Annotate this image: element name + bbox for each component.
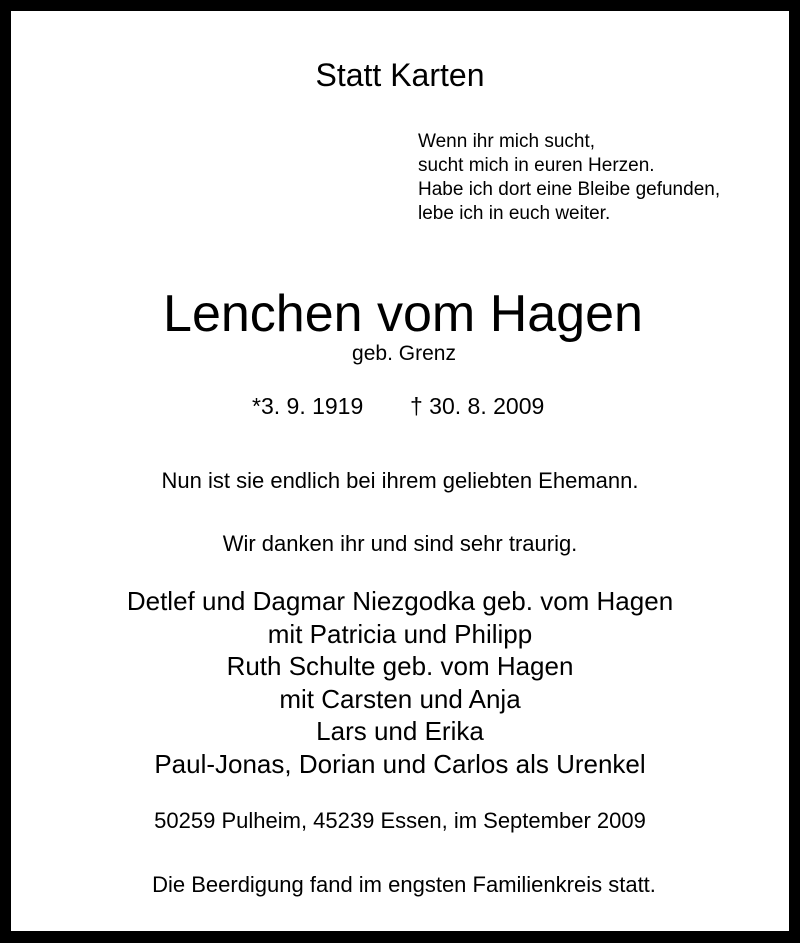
deceased-name: Lenchen vom Hagen bbox=[163, 285, 643, 343]
poem bbox=[418, 130, 720, 226]
funeral-note: Die Beerdigung fand im engsten Familienkreis statt. bbox=[152, 872, 656, 897]
mourners-list bbox=[0, 585, 800, 780]
poem-line: Wenn ihr mich sucht, bbox=[418, 131, 596, 152]
mourner-line: mit Patricia und Philipp bbox=[267, 618, 533, 649]
message-line-1: Nun ist sie endlich bei ihrem geliebten Ehemann. bbox=[161, 468, 639, 493]
death-date: † 30. 8. 2009 bbox=[410, 393, 545, 419]
poem-line: sucht mich in euren Herzen. bbox=[418, 155, 655, 176]
mourner-line: Ruth Schulte geb. vom Hagen bbox=[226, 651, 574, 681]
poem-line: lebe ich in euch weiter. bbox=[418, 203, 611, 224]
mourner-line: Paul-Jonas, Dorian und Carlos als Urenkel bbox=[154, 748, 646, 779]
mourner-line: mit Carsten und Anja bbox=[279, 683, 521, 714]
message-line-2: Wir danken ihr und sind sehr traurig. bbox=[222, 531, 578, 556]
maiden-name: geb. Grenz bbox=[352, 342, 456, 365]
mourner-line: Detlef und Dagmar Niezgodka geb. vom Hagen bbox=[126, 586, 674, 616]
header-title: Statt Karten bbox=[315, 57, 485, 93]
mourner-line: Lars und Erika bbox=[316, 716, 484, 746]
birth-date: *3. 9. 1919 bbox=[252, 393, 364, 419]
location-date: 50259 Pulheim, 45239 Essen, im September 2009 bbox=[154, 808, 646, 833]
poem-line: Habe ich dort eine Bleibe gefunden, bbox=[418, 179, 721, 200]
